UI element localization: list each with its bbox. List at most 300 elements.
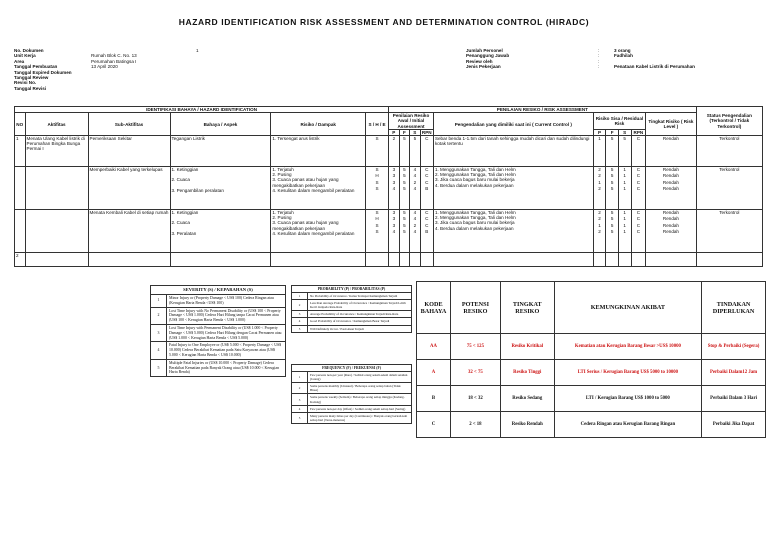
cell-p-line: 3 bbox=[392, 222, 396, 228]
cell-rpn-line: C bbox=[425, 210, 429, 216]
info-value: 3 orang bbox=[614, 48, 631, 53]
cell-status-text: Terkontrol bbox=[719, 167, 740, 173]
frequency-row bbox=[292, 383, 412, 394]
cell-s2 bbox=[618, 136, 631, 167]
severity-row bbox=[151, 307, 286, 324]
info-label: Tanggal Review bbox=[14, 75, 49, 81]
cell-aktifitas bbox=[25, 253, 88, 267]
info-value: 13 April 2020 bbox=[91, 64, 118, 70]
cell-p2 bbox=[593, 210, 606, 253]
cell-rpn-line: B bbox=[425, 185, 429, 191]
cell-s2-line: 1 bbox=[623, 228, 626, 234]
cell-s2 bbox=[618, 253, 631, 267]
cell-risiko bbox=[271, 167, 366, 210]
cell-tingkat-line: Rendah bbox=[662, 173, 679, 179]
cell-p2 bbox=[593, 253, 606, 267]
cell-tingkat-line: Rendah bbox=[662, 210, 679, 216]
probability-text: Good Probability of Occurrence / Kemungkinan Besar Terjadi bbox=[308, 318, 412, 325]
cell-rpn2-line: C bbox=[636, 167, 641, 173]
cell-shse-line: S bbox=[375, 185, 379, 191]
cell-rpn-line: C bbox=[425, 136, 429, 142]
cell-f bbox=[399, 136, 410, 167]
risk-row bbox=[417, 386, 766, 412]
header-s2: S bbox=[618, 129, 631, 135]
cell-f2-line: 5 bbox=[610, 228, 614, 234]
info-label: Area bbox=[14, 58, 25, 64]
cell-sub-text: Memperbaiki Kabel yang terkelupas bbox=[89, 167, 163, 173]
cell-tingkat-line: Rendah bbox=[662, 185, 679, 191]
cell-aktifitas bbox=[25, 167, 88, 210]
cell-f-line: 5 bbox=[403, 210, 406, 216]
cell-rpn bbox=[420, 253, 433, 267]
risk-header-tingkat: TINGKAT RESIKO bbox=[500, 282, 554, 334]
cell-risiko-line: 3. Cuaca panas atau hujan yang mengakibatkan pekerjaan bbox=[272, 220, 339, 231]
frequency-title: FREQUENCY (F) / FREKUENSI (F) bbox=[292, 365, 412, 372]
severity-text: Lost Time Injury with No Permanent Disability or (US$ 100 < Property Damage < US$ 1.000) Cedera Hari Hilang tanpa Cacat Permanen atau (US$ 100 < Kerugian Harta Benda < US$ 1.000) bbox=[167, 307, 286, 324]
cell-p2 bbox=[593, 167, 606, 210]
cell-aktifitas-text: Menata Ulang Kabel listrik di Perumahan Bingka Bunga Permai I bbox=[26, 136, 85, 152]
info-label: Revisi No. bbox=[14, 80, 37, 86]
risk-tindakan: Perbaiki Dalam 3 Hari bbox=[702, 386, 766, 412]
header-status: Status Pengendalian (Terkontrol / Tidak Terkontrol) bbox=[696, 107, 762, 136]
cell-shse-line: H bbox=[375, 216, 379, 222]
cell-risiko-line: 1. Tersengat arus listrik bbox=[272, 136, 320, 142]
header-penilaian-awal: Penilaian Resiko Awal / Initial Assessment bbox=[389, 113, 434, 130]
cell-bahaya bbox=[170, 210, 271, 253]
header-p: P bbox=[389, 129, 400, 135]
table-row bbox=[15, 253, 763, 267]
cell-no bbox=[15, 210, 26, 253]
info-right bbox=[466, 48, 695, 70]
cell-p-line: 4 bbox=[392, 185, 396, 191]
cell-pengendalian bbox=[433, 210, 593, 253]
cell-rpn2-line: C bbox=[636, 210, 641, 216]
frequency-row bbox=[292, 405, 412, 412]
info-label: Review oleh bbox=[466, 58, 493, 64]
cell-tingkat-line: Rendah bbox=[662, 179, 679, 185]
cell-f2-line: 5 bbox=[610, 179, 614, 185]
cell-p2-line: 1 bbox=[598, 179, 601, 185]
cell-f2-line: 5 bbox=[610, 185, 614, 191]
probability-legend bbox=[291, 285, 412, 333]
cell-f-line: 5 bbox=[403, 173, 406, 179]
cell-bahaya bbox=[170, 136, 271, 167]
frequency-text: Few persons non-per year (Rare) / Sedikit orang sekali-sekali dalam setahun (Jarang) bbox=[308, 372, 412, 383]
info-label: Jenis Pekerjaan bbox=[466, 64, 501, 70]
cell-s2-line: 1 bbox=[623, 179, 626, 185]
probability-level: 5 bbox=[292, 325, 308, 332]
cell-rpn2 bbox=[631, 167, 646, 210]
cell-bahaya-line: 1. Ketinggian bbox=[171, 210, 199, 216]
cell-tingkat-line: Rendah bbox=[662, 167, 679, 173]
risk-potensi: 2 < 18 bbox=[450, 412, 500, 438]
info-label: Tanggal Pembuatan bbox=[14, 64, 58, 70]
cell-s2-line: 1 bbox=[623, 173, 626, 179]
frequency-legend bbox=[291, 364, 412, 424]
cell-f-line: 5 bbox=[403, 136, 406, 142]
cell-rpn2-line: C bbox=[636, 179, 641, 185]
cell-s2-line: 1 bbox=[623, 222, 626, 228]
cell-s2-line: 1 bbox=[623, 210, 626, 216]
cell-f2 bbox=[606, 210, 619, 253]
header-s: S bbox=[410, 129, 421, 135]
cell-f2 bbox=[606, 253, 619, 267]
risk-header-akibat: KEMUNGKINAN AKIBAT bbox=[554, 282, 701, 334]
severity-title: SEVERITY (S) / KEPARAHAN (S) bbox=[151, 286, 286, 295]
cell-s2-line: 5 bbox=[623, 136, 626, 142]
info-colon: : bbox=[598, 53, 600, 59]
severity-text: Lost Time Injury with Permanent Disability or (US$ 1.000 < Property Damage < US$ 5.000) Cedera Hari Hilang dengan Cacat Permanen atau (US$ 1.000 < Kerugian Harta Benda < US$ 5.000) bbox=[167, 324, 286, 341]
cell-p-line: 2 bbox=[392, 136, 396, 142]
cell-pengendalian bbox=[433, 136, 593, 167]
cell-p2-line: 2 bbox=[598, 185, 601, 191]
cell-rpn2 bbox=[631, 136, 646, 167]
probability-text: No Probability of Occurence / Kalau Terdapat Kemungkinan Terjadi bbox=[308, 293, 412, 300]
cell-f2 bbox=[606, 167, 619, 210]
cell-aktifitas bbox=[25, 136, 88, 167]
cell-p-line: 4 bbox=[392, 228, 396, 234]
severity-level: 1 bbox=[151, 295, 167, 308]
probability-level: 1 bbox=[292, 293, 308, 300]
header-bahaya: Bahaya / Aspek bbox=[170, 113, 271, 136]
header-risiko-sisa: Risiko Sisa / Residual Risk bbox=[593, 113, 646, 130]
cell-rpn-line: B bbox=[425, 228, 429, 234]
frequency-level: 3 bbox=[292, 394, 308, 405]
cell-tingkat-line: Rendah bbox=[662, 136, 679, 142]
info-left bbox=[14, 48, 199, 91]
cell-rpn2 bbox=[631, 210, 646, 253]
probability-text: Will Definitely Occur / Pasti Akan Terjadi bbox=[308, 325, 412, 332]
table-row bbox=[15, 136, 763, 167]
frequency-text: Few persons non-per day (Often) / Sedikit orang sekali setiap hari (Sering) bbox=[308, 405, 412, 412]
risk-potensi: 18 < 32 bbox=[450, 386, 500, 412]
cell-shse bbox=[365, 253, 388, 267]
risk-tingkat: Resiko Sedang bbox=[500, 386, 554, 412]
cell-tingkat-line: Rendah bbox=[662, 228, 679, 234]
cell-rpn2-line: C bbox=[636, 228, 641, 234]
severity-level: 2 bbox=[151, 307, 167, 324]
cell-p2-line: 2 bbox=[598, 228, 601, 234]
severity-level: 3 bbox=[151, 324, 167, 341]
risk-kode: B bbox=[417, 386, 451, 412]
probability-title: PROBABILITY (P) / PROBABILITAS (P) bbox=[292, 286, 412, 293]
cell-risiko-line: 2. Pusing bbox=[272, 172, 292, 178]
cell-no bbox=[15, 136, 26, 167]
cell-bahaya-line: 3. Peralatan bbox=[171, 230, 197, 236]
cell-risiko-line: 2. Pusing bbox=[272, 215, 292, 221]
cell-p2-line: 1 bbox=[598, 136, 601, 142]
cell-s-line: 4 bbox=[413, 216, 417, 222]
header-pengendalian: Pengendalian yang dimiliki saat ini ( Current Control ) bbox=[433, 113, 593, 136]
severity-text: Multiple Fatal Injuries or (US$ 10.000 < Property Damage) Cedera Berakibat Kematian pada Banyak Orang atau (US$ 10.000 < Kerugian Harta Benda) bbox=[167, 359, 286, 376]
info-colon: : bbox=[598, 48, 600, 53]
risk-tingkat: Resiko Rendah bbox=[500, 412, 554, 438]
cell-no bbox=[15, 167, 26, 210]
cell-p-line: 3 bbox=[392, 216, 396, 222]
cell-p-line: 3 bbox=[392, 210, 396, 216]
cell-shse-line: S bbox=[375, 167, 379, 173]
cell-status-text: Terkontrol bbox=[719, 136, 740, 142]
cell-p2-line: 2 bbox=[598, 167, 601, 173]
cell-status bbox=[696, 253, 762, 267]
frequency-text: Some persons monthly (Unusual) / Beberapa orang setiap bulan (Tidak Biasa) bbox=[308, 383, 412, 394]
risk-tindakan: Perbaiki Dalam12 Jam bbox=[702, 360, 766, 386]
frequency-text: Some persons weekly (Seldom) / Beberapa orang setiap minggu (Kadang-Kadang) bbox=[308, 394, 412, 405]
cell-rpn bbox=[420, 136, 433, 167]
cell-f bbox=[399, 253, 410, 267]
info-label: Penanggung Jawab bbox=[466, 53, 510, 59]
cell-pengendalian-line: Sebar benda 1-1.5m dari tanah sehingga mudah dicari dan sudah dilindungi kotak tertentu bbox=[434, 136, 590, 147]
frequency-level: 2 bbox=[292, 383, 308, 394]
cell-s-line: 4 bbox=[413, 210, 417, 216]
cell-risiko bbox=[271, 210, 366, 253]
cell-no-text: 2 bbox=[16, 253, 19, 259]
cell-rpn-line: C bbox=[425, 173, 429, 179]
cell-p2-line: 1 bbox=[598, 222, 601, 228]
cell-rpn2-line: C bbox=[636, 216, 641, 222]
header-tingkat: Tingkat Risiko ( Risk Level ) bbox=[646, 113, 696, 136]
cell-sub bbox=[88, 210, 170, 253]
cell-p bbox=[389, 253, 400, 267]
info-value: Perumahan Batingsa I bbox=[91, 58, 137, 64]
risk-row bbox=[417, 334, 766, 360]
cell-bahaya-line: 2. Cuaca bbox=[171, 220, 190, 226]
cell-rpn bbox=[420, 167, 433, 210]
cell-f2 bbox=[606, 136, 619, 167]
risk-akibat: Cedera Ringan atau Kerugian Barang Ringan bbox=[554, 412, 701, 438]
cell-risiko bbox=[271, 253, 366, 267]
cell-bahaya bbox=[170, 253, 271, 267]
risk-header-potensi: POTENSI RESIKO bbox=[450, 282, 500, 334]
severity-row bbox=[151, 359, 286, 376]
cell-s-line: 2 bbox=[413, 179, 417, 185]
cell-f bbox=[399, 167, 410, 210]
info-value bbox=[89, 86, 91, 91]
cell-s-line: 4 bbox=[413, 173, 417, 179]
cell-sub-text: Pemeriksaan Sekitar bbox=[89, 136, 132, 142]
severity-row bbox=[151, 342, 286, 359]
frequency-row bbox=[292, 372, 412, 383]
cell-bahaya-line: 2. Cuaca bbox=[171, 177, 190, 183]
risk-header-tindakan: TINDAKAN DIPERLUKAN bbox=[702, 282, 766, 334]
probability-row bbox=[292, 318, 412, 325]
cell-rpn-line: C bbox=[425, 216, 429, 222]
cell-s-line: 4 bbox=[413, 228, 417, 234]
probability-level: 4 bbox=[292, 318, 308, 325]
cell-no-text: 1 bbox=[16, 136, 19, 142]
frequency-level: 1 bbox=[292, 372, 308, 383]
cell-risiko bbox=[271, 136, 366, 167]
table-row bbox=[15, 167, 763, 210]
cell-risiko-line: 4. Kesulitan dalam mengambil peralatan bbox=[272, 187, 355, 193]
info-label: Tanggal Revisi bbox=[14, 85, 47, 91]
info-value: Penataan Kabel Listrik di Perumahan bbox=[614, 64, 695, 70]
cell-s2-line: 1 bbox=[623, 185, 626, 191]
severity-level: 5 bbox=[151, 359, 167, 376]
risk-akibat: Kematian atau Kerugian Barang Besar >US$ 10000 bbox=[554, 334, 701, 360]
cell-p bbox=[389, 167, 400, 210]
cell-tingkat-line: Rendah bbox=[662, 222, 679, 228]
cell-status bbox=[696, 136, 762, 167]
header-no: NO bbox=[15, 113, 26, 136]
cell-pengendalian-line: 4. Berdua dalam melakukan pekerjaan bbox=[434, 182, 514, 188]
risk-header-kode: KODE BAHAYA bbox=[417, 282, 451, 334]
cell-shse-line: S bbox=[375, 136, 379, 142]
cell-tingkat bbox=[646, 136, 696, 167]
cell-tingkat bbox=[646, 167, 696, 210]
risk-kode: C bbox=[417, 412, 451, 438]
severity-level: 4 bbox=[151, 342, 167, 359]
frequency-level: 5 bbox=[292, 412, 308, 423]
cell-p-line: 3 bbox=[392, 173, 396, 179]
cell-tingkat-line: Rendah bbox=[662, 216, 679, 222]
cell-pengendalian-line: 2. Menggunakan Tangga, Tali dan Helm bbox=[434, 215, 516, 221]
risk-matrix bbox=[416, 281, 766, 438]
header-f2: F bbox=[606, 129, 619, 135]
cell-shse bbox=[365, 136, 388, 167]
cell-rpn2 bbox=[631, 253, 646, 267]
table-row bbox=[15, 210, 763, 253]
cell-p2-line: 2 bbox=[598, 210, 601, 216]
cell-s-line: 2 bbox=[413, 222, 417, 228]
probability-level: 3 bbox=[292, 311, 308, 318]
cell-f-line: 5 bbox=[403, 228, 406, 234]
risk-tingkat: Resiko Kritikal bbox=[500, 334, 554, 360]
info-label: No. Dokumen bbox=[14, 48, 44, 53]
cell-s2 bbox=[618, 210, 631, 253]
probability-text: Average Probability of Occurrence / Kemungkinan Terjadi Rata-Rata bbox=[308, 311, 412, 318]
cell-pengendalian-line: 4. Berdua dalam melakukan pekerjaan bbox=[434, 225, 514, 231]
cell-f2-line: 5 bbox=[610, 136, 614, 142]
cell-f-line: 5 bbox=[403, 222, 406, 228]
info-extra: 1 bbox=[196, 48, 199, 53]
cell-p2 bbox=[593, 136, 606, 167]
cell-shse-line: S bbox=[375, 179, 379, 185]
header-aktifitas: Aktifitas bbox=[25, 113, 88, 136]
cell-tingkat bbox=[646, 210, 696, 253]
cell-s2 bbox=[618, 167, 631, 210]
header-rpn2: RPN bbox=[631, 129, 646, 135]
cell-rpn-line: C bbox=[425, 179, 429, 185]
risk-akibat: LTI Serius / Kerugian Barang US$ 5000 to 10000 bbox=[554, 360, 701, 386]
header-p2: P bbox=[593, 129, 606, 135]
cell-pengendalian-line: 3. Jika cuaca bagus baru mulai bekerja bbox=[434, 220, 515, 226]
cell-f2-line: 5 bbox=[610, 216, 614, 222]
cell-sub bbox=[88, 136, 170, 167]
cell-shse-line: H bbox=[375, 173, 379, 179]
cell-s2-line: 1 bbox=[623, 216, 626, 222]
cell-p2-line: 2 bbox=[598, 216, 601, 222]
cell-risiko-line: 4. Kesulitan dalam mengambil peralatan bbox=[272, 230, 355, 236]
severity-row bbox=[151, 324, 286, 341]
document-title: HAZARD IDENTIFICATION RISK ASSESSMENT AND DETERMINATION CONTROL (HIRADC) bbox=[178, 17, 590, 27]
risk-tingkat: Resiko Tinggi bbox=[500, 360, 554, 386]
cell-s2-line: 1 bbox=[623, 167, 626, 173]
cell-f bbox=[399, 210, 410, 253]
cell-pengendalian-line: 1. Menggunakan Tangga, Tali dan Helm bbox=[434, 210, 516, 216]
cell-pengendalian-line: 2. Menggunakan Tangga, Tali dan Helm bbox=[434, 172, 516, 178]
cell-sub-text: Menata Kembali Kabel di setiap rumah bbox=[89, 210, 169, 216]
cell-s-line: 4 bbox=[413, 185, 417, 191]
cell-s bbox=[410, 253, 421, 267]
cell-pengendalian bbox=[433, 167, 593, 210]
severity-text: Fatal Injury to One Employee or (US$ 5.000 < Property Damage < US$ 10.000) Cedera Berakibat Kematian pada Satu Karyawan atau (US$ 5.000 < Kerugian Harta Benda < US$ 10.000) bbox=[167, 342, 286, 359]
risk-kode: A bbox=[417, 360, 451, 386]
cell-sub bbox=[88, 253, 170, 267]
risk-kode: AA bbox=[417, 334, 451, 360]
risk-potensi: 32 < 75 bbox=[450, 360, 500, 386]
header-risiko: Risiko / Dampak bbox=[271, 113, 366, 136]
probability-row bbox=[292, 325, 412, 332]
cell-rpn bbox=[420, 210, 433, 253]
cell-pengendalian-line: 3. Jika cuaca bagus baru mulai bekerja bbox=[434, 177, 515, 183]
cell-f-line: 5 bbox=[403, 167, 406, 173]
cell-f-line: 5 bbox=[403, 185, 406, 191]
cell-status-text: Terkontrol bbox=[719, 210, 740, 216]
cell-bahaya-line: 1. Ketinggian bbox=[171, 167, 199, 173]
cell-aktifitas bbox=[25, 210, 88, 253]
cell-rpn-line: C bbox=[425, 222, 429, 228]
cell-risiko-line: 1. Terjatuh bbox=[272, 167, 294, 173]
info-colon: : bbox=[598, 64, 600, 70]
cell-shse-line: S bbox=[375, 210, 379, 216]
cell-shse-line: S bbox=[375, 222, 379, 228]
severity-row bbox=[151, 295, 286, 308]
probability-row bbox=[292, 300, 412, 311]
cell-pengendalian-line: 1. Menggunakan Tangga, Tali dan Helm bbox=[434, 167, 516, 173]
frequency-level: 4 bbox=[292, 405, 308, 412]
cell-status bbox=[696, 167, 762, 210]
cell-bahaya-line: Tegangan Listrik bbox=[171, 136, 205, 142]
header-rpn: RPN bbox=[421, 129, 432, 135]
cell-rpn2-line: C bbox=[636, 173, 641, 179]
cell-s-line: 5 bbox=[413, 136, 417, 142]
severity-legend bbox=[150, 285, 286, 377]
header-shse: S / H / E bbox=[365, 113, 388, 136]
cell-s bbox=[410, 167, 421, 210]
cell-p-line: 3 bbox=[392, 179, 396, 185]
cell-pengendalian bbox=[433, 253, 593, 267]
cell-p bbox=[389, 136, 400, 167]
cell-f-line: 5 bbox=[403, 179, 406, 185]
frequency-row bbox=[292, 394, 412, 405]
cell-f2-line: 5 bbox=[610, 210, 614, 216]
cell-s bbox=[410, 136, 421, 167]
risk-row bbox=[417, 412, 766, 438]
cell-s bbox=[410, 210, 421, 253]
cell-rpn2-line: C bbox=[636, 185, 641, 191]
cell-rpn2-line: C bbox=[636, 136, 641, 142]
header-sub-aktifitas: Sub-Aktifitas bbox=[88, 113, 170, 136]
info-colon: : bbox=[598, 58, 600, 64]
cell-p2-line: 2 bbox=[598, 173, 601, 179]
cell-p-line: 3 bbox=[392, 167, 396, 173]
cell-f-line: 5 bbox=[403, 216, 406, 222]
cell-f2-line: 5 bbox=[610, 173, 614, 179]
info-row bbox=[14, 86, 137, 91]
cell-shse bbox=[365, 210, 388, 253]
cell-bahaya-line: 3. Pengambilan peralatan bbox=[171, 187, 224, 193]
probability-row bbox=[292, 293, 412, 300]
cell-risiko-line: 3. Cuaca panas atau hujan yang mengakibatkan pekerjaan bbox=[272, 177, 339, 188]
header-f: F bbox=[399, 129, 410, 135]
frequency-text: Many persons many times per day (Continuous) / Banyak orang berkali-kali setiap hari (Terus-menerus) bbox=[308, 412, 412, 423]
info-value: Rumah Blok C. No. 13 bbox=[91, 53, 137, 59]
cell-sub bbox=[88, 167, 170, 210]
probability-row bbox=[292, 311, 412, 318]
header-penilaian: PENILAIAN RESIKO / RISK ASSESSMENT bbox=[389, 107, 697, 113]
risk-tindakan: Perbaiki Jika Dapat bbox=[702, 412, 766, 438]
